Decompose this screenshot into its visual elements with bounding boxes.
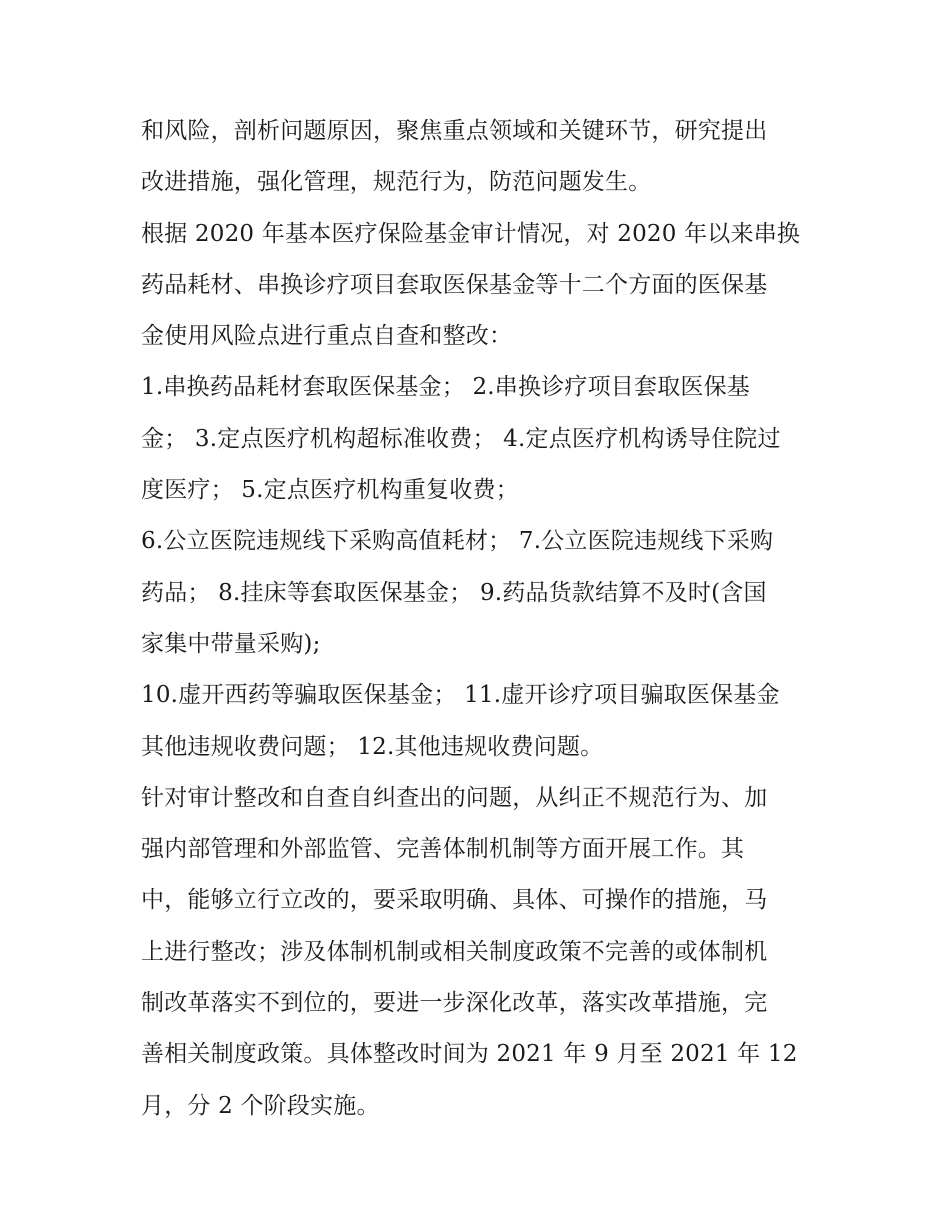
text-line: 家集中带量采购);	[141, 630, 321, 657]
text-line: 金； 3.定点医疗机构超标准收费； 4.定点医疗机构诱导住院过	[141, 425, 781, 452]
text-line: 善相关制度政策。具体整改时间为 2021 年 9 月至 2021 年 12	[141, 1041, 798, 1068]
text-line: 药品耗材、串换诊疗项目套取医保基金等十二个方面的医保基	[141, 271, 768, 298]
text-line: 金使用风险点进行重点自查和整改：	[141, 323, 513, 350]
text-line: 10.虚开西药等骗取医保基金； 11.虚开诊疗项目骗取医保基金	[141, 682, 780, 709]
text-line: 1.串换药品耗材套取医保基金； 2.串换诊疗项目套取医保基	[141, 374, 750, 401]
text-line: 中，能够立行立改的，要采取明确、具体、可操作的措施，马	[141, 887, 768, 914]
text-line: 针对审计整改和自查自纠查出的问题，从纠正不规范行为、加	[141, 784, 768, 811]
body-text	[141, 106, 821, 1132]
text-line: 改进措施，强化管理，规范行为，防范问题发生。	[141, 169, 652, 196]
text-line: 制改革落实不到位的，要进一步深化改革，落实改革措施，完	[141, 990, 768, 1017]
text-line: 其他违规收费问题； 12.其他违规收费问题。	[141, 733, 604, 760]
text-line: 月，分 2 个阶段实施。	[141, 1092, 380, 1119]
text-line: 和风险，剖析问题原因，聚焦重点领域和关键环节，研究提出	[141, 118, 768, 144]
text-line: 6.公立医院违规线下采购高值耗材； 7.公立医院违规线下采购	[141, 528, 774, 555]
text-line: 药品； 8.挂床等套取医保基金； 9.药品货款结算不及时(含国	[141, 579, 767, 606]
text-line: 度医疗； 5.定点医疗机构重复收费；	[141, 477, 519, 504]
text-line: 根据 2020 年基本医疗保险基金审计情况，对 2020 年以来串换	[141, 220, 801, 247]
text-line: 强内部管理和外部监管、完善体制机制等方面开展工作。其	[141, 836, 745, 863]
text-line: 上进行整改；涉及体制机制或相关制度政策不完善的或体制机	[141, 938, 768, 965]
